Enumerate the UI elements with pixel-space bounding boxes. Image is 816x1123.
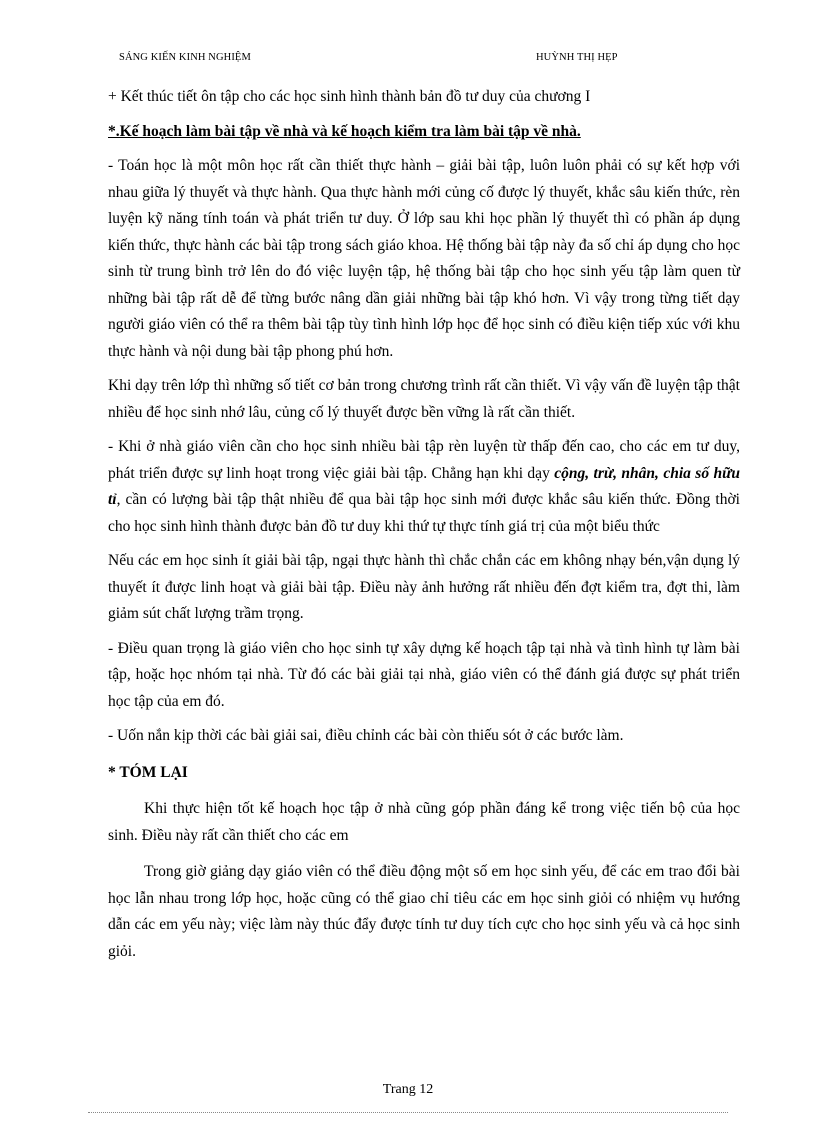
paragraph-corrections: - Uốn nắn kịp thời các bài giải sai, điều chỉnh các bài còn thiếu sót ở các bước làm. <box>108 727 624 744</box>
paragraph-study-plan: - Điều quan trọng là giáo viên cho học sinh tự xây dựng kế hoạch tập tại nhà và tình hình tự làm bài tập, hoặc học nhóm tại nhà. Từ đó các bài giải tại nhà, giáo viên có thể đánh giá được sự phát triển học tập của em đó. <box>108 639 740 710</box>
paragraph-consequences: Nếu các em học sinh ít giải bài tập, ngại thực hành thì chắc chắn các em không nhạy bén,vận dụng lý thuyết ít được linh hoạt và giải bài tập. Điều này ảnh hưởng rất nhiều đến đợt kiểm tra, đợt thi, làm giảm sút chất lượng trầm trọng. <box>108 552 740 622</box>
paragraph-summary-1: Khi thực hiện tốt kế hoạch học tập ở nhà cũng góp phần đáng kể trong việc tiến bộ của học sinh. Điều này rất cần thiết cho các em <box>108 800 740 844</box>
header-author: HUỲNH THỊ HẸP <box>536 52 618 63</box>
paragraph-math-practice: - Toán học là một môn học rất cần thiết thực hành – giải bài tập, luôn luôn phải có sự kết hợp với nhau giữa lý thuyết và thực hành. Qua thực hành mới củng cố được lý thuyết, khắc sâu kiến thức, rèn luyện kỹ năng tính toán và phát triển tư duy. Ở lớp sau khi học phần lý thuyết thì có phần áp dụng kiến thức, thực hành các bài tập trong sách giáo khoa. Hệ thống bài tập này đa số chỉ áp dụng cho học sinh từ trung bình trở lên do đó việc luyện tập, hệ thống bài tập cho học sinh yếu tập làm quen từ những bài tập rất dễ để từng bước nâng dần giải những bài tập khó hơn. Vì vậy trong từng tiết dạy người giáo viên có thể ra thêm bài tập tùy tình hình lớp học để học sinh có điều kiện tiếp xúc với khu thực hành và nội dung bài tập phong phú hơn. <box>108 157 740 360</box>
page-number: Trang 12 <box>382 1082 434 1097</box>
emphasis-rational-operations: cộng, trừ, nhân, chia số hữu tỉ <box>108 464 740 508</box>
header-title: SÁNG KIẾN KINH NGHIỆM <box>119 52 251 63</box>
document-body <box>108 84 740 965</box>
footer-divider <box>88 1112 728 1113</box>
section-heading-homework-plan: *.Kế hoạch làm bài tập về nhà và kế hoạch kiểm tra làm bài tập về nhà. <box>108 122 581 140</box>
intro-line: + Kết thúc tiết ôn tập cho các học sinh hình thành bản đồ tư duy của chương I <box>108 88 591 105</box>
paragraph-classroom-teaching: Khi dạy trên lớp thì những số tiết cơ bản trong chương trình rất cần thiết. Vì vậy vấn đề luyện tập thật nhiều để học sinh nhớ lâu, củng cố lý thuyết được bền vững là rất cần thiết. <box>108 377 740 421</box>
section-heading-summary: * TÓM LẠI <box>108 763 188 781</box>
paragraph-home-exercises-part1: - Khi ở nhà giáo viên cần cho học sinh nhiều bài tập rèn luyện từ thấp đến cao, cho các em tư duy, phát triển được sự linh hoạt trong việc giải bài tập. Chẳng hạn khi dạy <box>108 438 740 482</box>
paragraph-summary-2: Trong giờ giảng dạy giáo viên có thể điều động một số em học sinh yếu, để các em trao đổi bài học lẫn nhau trong lớp học, hoặc cũng có thể giao chỉ tiêu các em học sinh giỏi có nhiệm vụ hướng dẫn các em yếu này; việc làm này thúc đẩy được tính tư duy tích cực cho học sinh yếu và cả học sinh giỏi. <box>108 863 740 960</box>
paragraph-home-exercises <box>108 434 740 540</box>
paragraph-home-exercises-part2: , cần có lượng bài tập thật nhiều để qua bài tập học sinh mới được khắc sâu kiến thức. Đồng thời cho học sinh hình thành được bản đồ tư duy khi thứ tự thực tính giá trị của một biểu thức <box>108 491 740 535</box>
